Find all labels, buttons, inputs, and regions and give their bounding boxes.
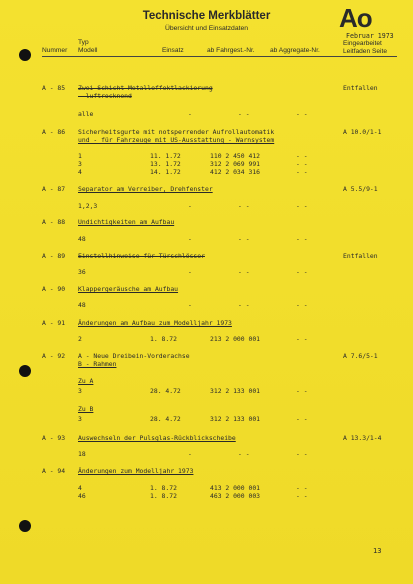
entry-title: und - für Fahrzeuge mit US-Ausstattung - Warnsystem <box>78 136 275 144</box>
aggregate-value: - - <box>296 415 308 423</box>
aggregate-value: - - <box>296 110 308 118</box>
einsatz-value: 1. 8.72 <box>150 335 177 343</box>
fahrgest-value: 463 2 000 003 <box>210 492 261 500</box>
leitfaden-ref: A 10.0/1-1 <box>343 128 382 136</box>
model-value: 2 <box>78 335 82 343</box>
page-subtitle: Übersicht und Einsatzdaten <box>164 25 249 32</box>
entry-title: - luftrocknend <box>78 92 132 100</box>
einsatz-value: - <box>188 268 192 276</box>
model-value: 36 <box>78 268 86 276</box>
entry-number: A - 85 <box>42 84 66 92</box>
model-value: 4 <box>78 484 82 492</box>
model-value: 1,2,3 <box>78 202 98 210</box>
leitfaden-ref: Entfallen <box>343 84 378 92</box>
entry-title: Auswechseln der Pulsglas-Rückblickscheibe <box>78 434 236 442</box>
fahrgest-value: 413 2 000 001 <box>210 484 261 492</box>
einsatz-value: 13. 1.72 <box>150 160 181 168</box>
einsatz-value: - <box>188 301 192 309</box>
entry-number: A - 86 <box>42 128 66 136</box>
einsatz-value: 28. 4.72 <box>150 415 181 423</box>
model-value: 4 <box>78 168 82 176</box>
fahrgest-value: 110 2 450 412 <box>210 152 261 160</box>
model-value: 18 <box>78 450 86 458</box>
model-value: 3 <box>78 160 82 168</box>
entry-title: A - Neue Dreibein-Vorderachse <box>78 352 190 360</box>
entry-title: Klappergeräusche am Aufbau <box>78 285 179 293</box>
entry-title: B - Rahmen <box>78 360 117 368</box>
einsatz-value: - <box>188 235 192 243</box>
entry-number: A - 91 <box>42 319 66 327</box>
aggregate-value: - - <box>296 484 308 492</box>
model-value: 46 <box>78 492 86 500</box>
column-header-fahrgest: ab Fahrgest.-Nr. <box>207 47 255 54</box>
aggregate-value: - - <box>296 268 308 276</box>
column-header-eingearbeitet: Eingearbeitet <box>343 40 382 47</box>
column-header-einsatz: Einsatz <box>162 47 184 54</box>
model-value: 48 <box>78 301 86 309</box>
einsatz-value: - <box>188 450 192 458</box>
leitfaden-ref: A 5.5/9-1 <box>343 185 378 193</box>
fahrgest-value: - - <box>238 202 250 210</box>
fahrgest-value: - - <box>238 268 250 276</box>
model-value: alle <box>78 110 94 118</box>
aggregate-value: - - <box>296 450 308 458</box>
header-rule <box>42 56 397 57</box>
leitfaden-ref: Entfallen <box>343 252 378 260</box>
fahrgest-value: - - <box>238 110 250 118</box>
punch-hole <box>19 520 31 532</box>
einsatz-value: 11. 1.72 <box>150 152 181 160</box>
column-header-leitfaden: Leitfaden Seite <box>343 48 387 55</box>
punch-hole <box>19 49 31 61</box>
column-header-aggregate: ab Aggregate-Nr. <box>270 47 320 54</box>
issue-date: Februar 1973 <box>346 32 394 40</box>
fahrgest-value: 312 2 133 001 <box>210 415 261 423</box>
fahrgest-value: - - <box>238 301 250 309</box>
leitfaden-ref: A 13.3/1-4 <box>343 434 382 442</box>
section-code: Ao <box>339 3 372 33</box>
aggregate-value: - - <box>296 235 308 243</box>
entry-number: A - 93 <box>42 434 66 442</box>
aggregate-value: - - <box>296 152 308 160</box>
page-title: Technische Merkblätter <box>142 10 271 22</box>
einsatz-value: 1. 8.72 <box>150 492 177 500</box>
column-header-nummer: Nummer <box>42 47 68 54</box>
entry-title: Änderungen am Aufbau zum Modelljahr 1973 <box>78 319 232 327</box>
subsection-label: Zu B <box>78 405 94 413</box>
column-header-typ: Typ <box>78 39 89 46</box>
entry-title: Separator am Verreiber, Drehfenster <box>78 185 213 193</box>
entry-title: Sicherheitsgurte mit notsperrender Aufrollautomatik <box>78 128 275 136</box>
page-number: 13 <box>373 547 382 555</box>
entry-title: Änderungen zum Modelljahr 1973 <box>78 467 194 475</box>
entry-number: A - 94 <box>42 467 66 475</box>
einsatz-value: 28. 4.72 <box>150 387 181 395</box>
aggregate-value: - - <box>296 160 308 168</box>
fahrgest-value: 312 2 069 991 <box>210 160 261 168</box>
einsatz-value: 1. 8.72 <box>150 484 177 492</box>
aggregate-value: - - <box>296 301 308 309</box>
leitfaden-ref: A 7.6/5-1 <box>343 352 378 360</box>
einsatz-value: 14. 1.72 <box>150 168 181 176</box>
column-header-modell: Modell <box>78 47 98 54</box>
aggregate-value: - - <box>296 168 308 176</box>
entry-title: Einstellhinweise für Türschlösser <box>78 252 205 260</box>
fahrgest-value: 412 2 034 316 <box>210 168 261 176</box>
fahrgest-value: - - <box>238 450 250 458</box>
aggregate-value: - - <box>296 492 308 500</box>
entry-title: Zwei-Schicht-Metalleffektlackierung <box>78 84 213 92</box>
subsection-label: Zu A <box>78 377 94 385</box>
punch-hole <box>19 365 31 377</box>
entry-number: A - 92 <box>42 352 66 360</box>
fahrgest-value: - - <box>238 235 250 243</box>
entry-number: A - 88 <box>42 218 66 226</box>
model-value: 1 <box>78 152 82 160</box>
einsatz-value: - <box>188 110 192 118</box>
aggregate-value: - - <box>296 202 308 210</box>
model-value: 48 <box>78 235 86 243</box>
fahrgest-value: 213 2 000 001 <box>210 335 261 343</box>
model-value: 3 <box>78 415 82 423</box>
aggregate-value: - - <box>296 335 308 343</box>
entry-number: A - 89 <box>42 252 66 260</box>
einsatz-value: - <box>188 202 192 210</box>
entry-title: Undichtigkeiten am Aufbau <box>78 218 175 226</box>
entry-number: A - 87 <box>42 185 66 193</box>
aggregate-value: - - <box>296 387 308 395</box>
entry-number: A - 90 <box>42 285 66 293</box>
fahrgest-value: 312 2 133 001 <box>210 387 261 395</box>
model-value: 3 <box>78 387 82 395</box>
